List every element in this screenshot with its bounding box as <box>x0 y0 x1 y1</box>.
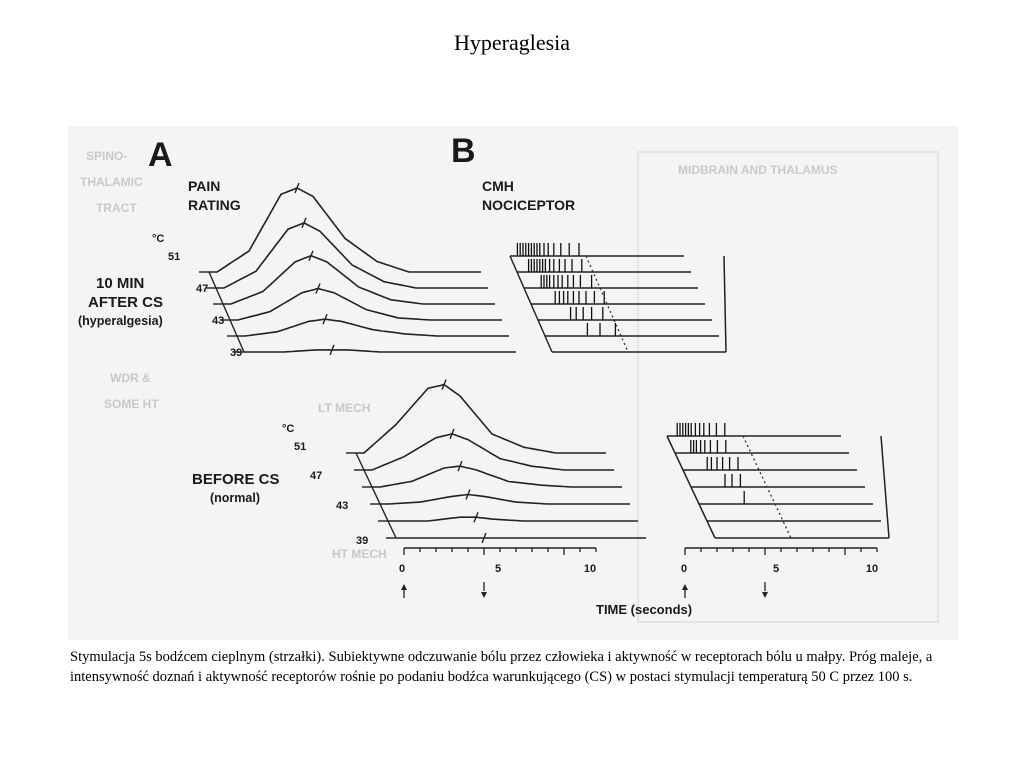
upper-temp-47: 47 <box>196 283 209 295</box>
upper-temp-43: 43 <box>212 315 225 327</box>
time-tick-a-10: 10 <box>583 563 597 575</box>
ghost-label-ht-mech: HT MECH <box>332 547 387 561</box>
ghost-label-midbrain: MIDBRAIN AND THALAMUS <box>678 163 838 177</box>
lower-temp-51: 51 <box>294 441 307 453</box>
hyperalgesia-figure <box>68 126 958 640</box>
time-tick-b-5: 5 <box>772 563 780 575</box>
upper-deg-unit: °C <box>152 233 165 245</box>
time-axis-label: TIME (seconds) <box>596 602 693 617</box>
before-label-line2: (normal) <box>210 491 260 505</box>
ghost-label-tract: TRACT <box>96 201 137 215</box>
panel-b-label-line2: NOCICEPTOR <box>482 197 576 213</box>
lower-temp-39: 39 <box>356 535 369 547</box>
ghost-label-lt-mech: LT MECH <box>318 401 371 415</box>
time-tick-b-10: 10 <box>865 563 879 575</box>
lower-temp-43: 43 <box>336 500 349 512</box>
after-label-line1: 10 MIN <box>96 275 145 292</box>
after-label-line2: AFTER CS <box>88 294 163 311</box>
slide-title: Hyperaglesia <box>453 30 571 55</box>
time-tick-b-0: 0 <box>680 563 688 575</box>
panel-b-letter: B <box>451 132 476 170</box>
time-tick-a-5: 5 <box>494 563 502 575</box>
lower-deg-unit: °C <box>282 423 295 435</box>
ghost-label-thalamic: THALAMIC <box>80 175 143 189</box>
panel-a-letter: A <box>148 136 173 174</box>
panel-a-label-line2: RATING <box>188 197 241 213</box>
figure-canvas <box>68 126 958 640</box>
panel-a-label-line1: PAIN <box>188 178 221 194</box>
ghost-label-spino: SPINO- <box>86 149 128 163</box>
lower-temp-47: 47 <box>310 470 323 482</box>
after-label-line3: (hyperalgesia) <box>78 314 163 328</box>
slide-caption: Stymulacja 5s bodźcem cieplnym (strzałki). Subiektywne odczuwanie bólu przez człowieka i aktywność w receptorach bólu u małpy. Próg maleje, a intensywność doznań i aktywność receptorów rośnie po podaniu bodźca warunkującego (CS) w postaci stymulacji temperaturą 50 C przez 100 s. <box>70 649 933 685</box>
upper-temp-51: 51 <box>168 251 181 263</box>
before-label-line1: BEFORE CS <box>192 471 280 488</box>
upper-temp-39: 39 <box>230 347 243 359</box>
time-tick-a-0: 0 <box>398 563 406 575</box>
ghost-label-some-ht: SOME HT <box>104 397 159 411</box>
ghost-label-wdr: WDR & <box>110 371 151 385</box>
panel-b-label-line1: CMH <box>482 178 514 194</box>
